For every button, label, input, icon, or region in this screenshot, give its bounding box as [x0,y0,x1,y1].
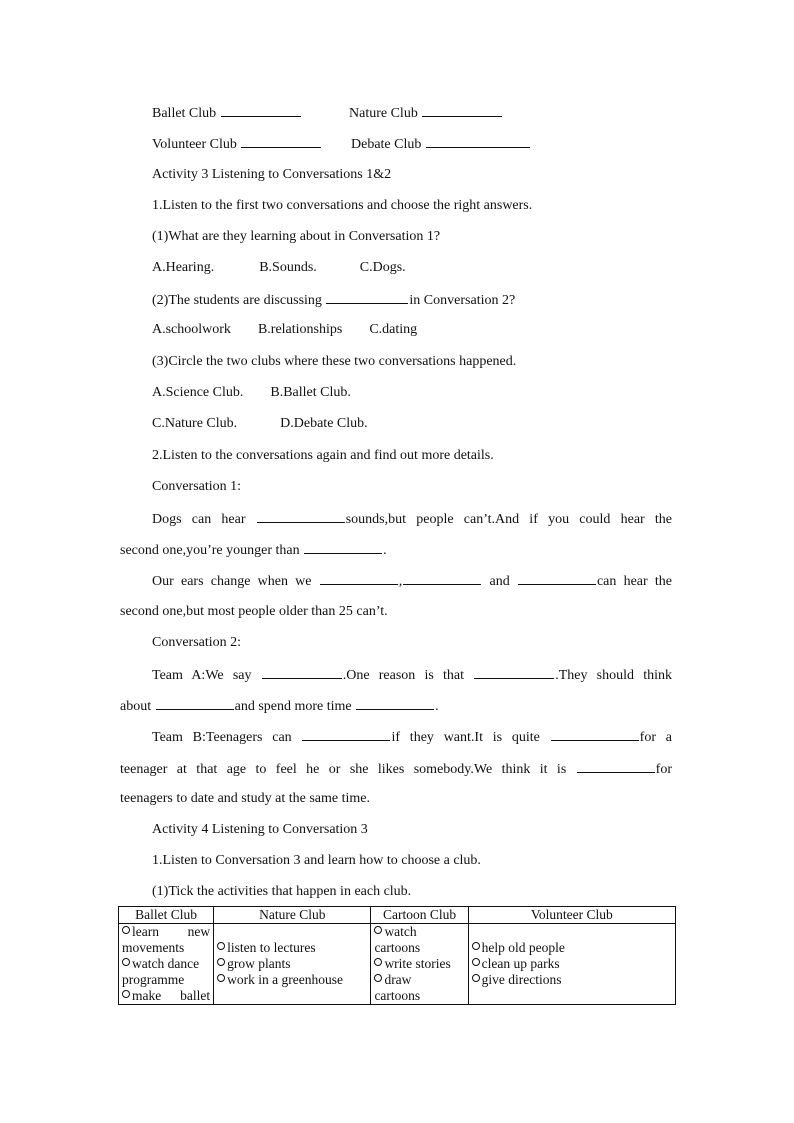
conv2-a-text-2: .One reason is that [342,668,465,683]
conv2-b-text-4: teenager at that age to feel he or she likes somebody.We think it is [120,762,567,777]
radio-circle-icon [472,958,480,966]
ballet-club-cell [119,924,214,1005]
conv1-sentence1-line1 [152,509,672,529]
header-cartoon-club: Cartoon Club [371,907,468,924]
conv2-blank-2[interactable] [474,665,554,679]
conv1-s2-text-c: can hear the [596,574,673,589]
conv2-team-b-line3: teenagers to date and study at the same time. [120,791,370,806]
nature-club-label: Nature Club [349,106,418,121]
q3-option-c[interactable]: C.Nature Club. [152,416,238,431]
nature-option-2[interactable]: grow plants [217,956,367,972]
conv1-blank-3[interactable] [320,571,398,585]
radio-circle-icon [217,958,225,966]
radio-circle-icon [217,974,225,982]
nature-option-1[interactable]: listen to lectures [217,940,367,956]
conv1-s1-text-b: sounds,but people can’t.And if you could hear the [345,512,673,527]
conv2-b-text-1: Team B:Teenagers can [152,730,292,745]
radio-circle-icon [374,958,382,966]
question-2 [152,290,515,310]
q2-options [152,321,417,339]
radio-circle-icon [122,926,130,934]
conv1-blank-5[interactable] [518,571,596,585]
volunteer-option-2[interactable]: clean up parks [472,956,672,972]
q3-options-row1 [152,384,351,402]
activity4-heading: Activity 4 Listening to Conversation 3 [152,822,368,837]
question-3: (3)Circle the two clubs where these two conversations happened. [152,354,517,369]
q2-option-a[interactable]: A.schoolwork [152,322,231,337]
radio-circle-icon [122,990,130,998]
conv1-blank-1[interactable] [257,509,345,523]
conv1-sentence1-line2: second one,you’re younger than . [120,540,387,560]
club-activities-table [118,906,676,1005]
conv2-b-text-3: for a [639,730,672,745]
header-ballet-club: Ballet Club [119,907,214,924]
ballet-option-2[interactable]: watch dance programme [122,956,200,987]
conv1-s1-text-a: Dogs can hear [152,512,246,527]
club-blank-line-1 [152,103,302,123]
ballet-club-blank[interactable] [221,103,301,117]
ballet-option-3[interactable]: make ballet [122,988,210,1004]
q2-text-pre: (2)The students are discussing [152,293,322,308]
q3-option-a[interactable]: A.Science Club. [152,385,244,400]
table-row [119,924,676,1005]
conv2-blank-1[interactable] [262,665,342,679]
q2-option-b[interactable]: B.relationships [257,322,343,337]
header-volunteer-club: Volunteer Club [468,907,675,924]
conv2-blank-7[interactable] [577,759,655,773]
nature-club-blank[interactable] [422,103,502,117]
conv2-blank-5[interactable] [302,727,390,741]
conv2-a-text-3: .They should think [555,668,673,683]
q3-options-row2 [152,415,368,433]
table-header-row [119,907,676,924]
volunteer-option-3[interactable]: give directions [472,972,672,988]
activity3-task2: 2.Listen to the conversations again and find out more details. [152,448,494,463]
radio-circle-icon [472,974,480,982]
conv1-blank-4[interactable] [403,571,481,585]
conv1-s2-text-b: and [489,574,510,589]
conv1-s2-text-a: Our ears change when we [152,574,312,589]
q1-option-c[interactable]: C.Dogs. [359,260,406,275]
conv2-team-a-line1 [152,665,672,685]
volunteer-club-blank[interactable] [241,134,321,148]
radio-circle-icon [217,942,225,950]
nature-club-cell [214,924,371,1005]
conv2-team-b-line1 [152,727,672,747]
q3-option-d[interactable]: D.Debate Club. [280,416,368,431]
club-blank-line-2 [152,134,322,154]
conv2-blank-4[interactable] [356,696,434,710]
conversation1-label: Conversation 1: [152,479,242,494]
conv1-s1-text-c: second one,you’re younger than [120,543,300,558]
volunteer-option-1[interactable]: help old people [472,940,672,956]
conv2-b-text-2: if they want.It is quite [391,730,540,745]
volunteer-club-label: Volunteer Club [152,137,237,152]
cartoon-option-2[interactable]: write stories [374,956,464,972]
nature-option-3[interactable]: work in a greenhouse [217,972,367,988]
activity4-q1: (1)Tick the activities that happen in each club. [152,884,412,899]
conv1-blank-2[interactable] [304,540,382,554]
conv2-blank-3[interactable] [156,696,234,710]
conv2-blank-6[interactable] [551,727,639,741]
conv2-a-text-5: and spend more time [234,699,352,714]
club-blank-line-1b [349,103,503,123]
radio-circle-icon [374,974,382,982]
conv2-b-text-5: for [655,762,672,777]
activity3-heading: Activity 3 Listening to Conversations 1&2 [152,167,392,182]
radio-circle-icon [122,958,130,966]
header-nature-club: Nature Club [214,907,371,924]
conversation2-label: Conversation 2: [152,635,242,650]
club-blank-line-2b [351,134,531,154]
cartoon-club-cell [371,924,468,1005]
conv1-sentence2-line2: second one,but most people older than 25 can’t. [120,604,388,619]
radio-circle-icon [472,942,480,950]
radio-circle-icon [374,926,382,934]
q1-option-b[interactable]: B.Sounds. [259,260,317,275]
conv2-team-b-line2 [120,759,672,779]
cartoon-option-3[interactable]: draw cartoons [374,972,421,1003]
conv2-a-text-1: Team A:We say [152,668,252,683]
debate-club-blank[interactable] [426,134,530,148]
cartoon-option-1[interactable]: watch cartoons [374,924,421,955]
q3-option-b[interactable]: B.Ballet Club. [270,385,351,400]
volunteer-club-cell [468,924,675,1005]
q2-text-post: in Conversation 2? [409,293,516,308]
question-1: (1)What are they learning about in Conversation 1? [152,229,441,244]
q2-option-c[interactable]: C.dating [369,322,418,337]
q1-option-a[interactable]: A.Hearing. [152,260,215,275]
q2-blank[interactable] [326,290,408,304]
activity3-task1: 1.Listen to the first two conversations and choose the right answers. [152,198,533,213]
conv2-team-a-line2: about and spend more time . [120,696,439,716]
ballet-club-label: Ballet Club [152,106,217,121]
activity4-task1: 1.Listen to Conversation 3 and learn how to choose a club. [152,853,481,868]
q1-options [152,259,406,277]
debate-club-label: Debate Club [351,137,422,152]
ballet-option-1[interactable]: learn new movements [122,924,211,955]
conv2-a-text-4: about [120,699,152,714]
conv1-sentence2-line1: Our ears change when we , and can hear the [152,571,672,591]
